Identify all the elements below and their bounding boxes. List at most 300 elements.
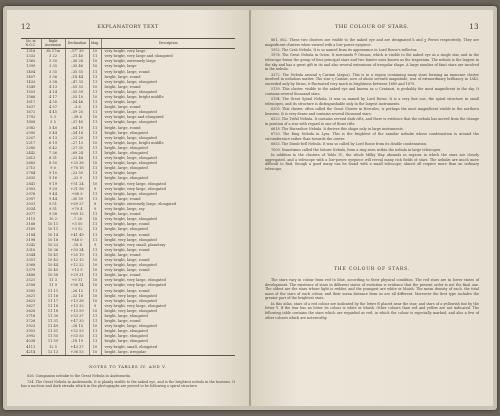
table-cell: 1332 xyxy=(26,54,36,59)
table-cell: very bright, large, round xyxy=(101,232,235,237)
table-cell: 10 xyxy=(89,324,101,329)
table-cell: 3 30 xyxy=(41,59,65,64)
table-cell: 11 xyxy=(89,329,101,334)
table-cell: 11 xyxy=(89,126,101,131)
table-cell: very bright, large, ray xyxy=(101,207,235,212)
table-cell: 4 17 xyxy=(41,95,65,100)
table-cell: 10 xyxy=(89,141,101,146)
table-cell: very bright, large xyxy=(101,64,235,69)
table-cell: +41 49 xyxy=(65,232,89,237)
table-cell: bright, large, round xyxy=(101,319,235,324)
table-cell: 3923 xyxy=(26,324,36,329)
table-cell: very bright, large, elongated xyxy=(101,136,235,141)
table-cell: –37° 35′ xyxy=(65,49,89,55)
table-cell: 10 xyxy=(89,85,101,90)
table-cell: +29 31 xyxy=(65,273,89,278)
table-cell: 11 xyxy=(89,192,101,197)
table-cell: 10 xyxy=(89,64,101,69)
table-cell: 3351 xyxy=(26,257,36,262)
table-cell: bright, large, round xyxy=(101,75,235,80)
table-cell: 10 23 xyxy=(41,243,65,248)
table-cell: 11 xyxy=(89,319,101,324)
table-cell: –37 40 xyxy=(65,120,89,125)
table-cell: +12 15 xyxy=(65,258,89,263)
table-cell: 4214 xyxy=(21,350,41,356)
table-cell: +46 0 xyxy=(65,238,89,243)
table-cell: 3521 xyxy=(26,278,36,283)
table-cell: –36 28 xyxy=(65,59,89,64)
body-paragraph: 6618. The Horseshoe Nebula. It derives this shape only in large instruments. xyxy=(271,127,404,132)
table-cell: 11 xyxy=(89,75,101,80)
table-cell: –64 19 xyxy=(65,126,89,131)
table-cell: 9 0 xyxy=(41,166,65,171)
table-cell: 3368 xyxy=(26,263,36,268)
table-cell: 10 xyxy=(89,263,101,268)
table-cell: very bright, large, elongated xyxy=(101,192,235,197)
table-cell: 11 xyxy=(89,131,101,136)
table-cell: 1407 xyxy=(26,74,36,79)
table-cell: very bright, large, bright middle xyxy=(101,95,235,100)
body-paragraph: In addition to the clusters of Table IV., the whole Milky Way abounds in regions in which the stars are closely aggregated, and a telescope with a low-power eyepiece will reveal many rich fields of stars. The nebulæ are much more difficult to find, though a good many can be found with a small telescope; almost all require more than an ordinary telescope. xyxy=(265,153,479,171)
table-cell: +36 53 xyxy=(65,350,89,356)
notes-title: NOTES TO TABLES IV. AND V. xyxy=(89,364,167,369)
body-paragraph: 6523. The Trifid Nebula. It contains several dark rifts, and there is evidence that the nebula has moved from the change in position of a star with regard to one of those rifts. xyxy=(265,117,479,126)
table-cell: bright, large, elongated xyxy=(101,227,235,232)
table-cell: 2683 xyxy=(26,161,36,166)
left-page xyxy=(7,10,249,406)
table-cell: +52 53 xyxy=(65,329,89,334)
table-cell: 11 xyxy=(89,232,101,237)
table-cell: bright, large, elongated xyxy=(101,131,235,136)
table-cell: 1404 xyxy=(26,69,36,74)
table-cell: 1316 xyxy=(26,49,36,54)
table-cell: 3623 xyxy=(26,298,36,303)
table-cell: 5 5 xyxy=(41,120,65,125)
table-cell: 10 41 xyxy=(41,253,65,258)
table-cell: 10 xyxy=(89,268,101,273)
table-cell: –18 8 xyxy=(65,243,89,248)
table-cell: –35 46 xyxy=(65,64,89,69)
table-cell: –23 59 xyxy=(65,171,89,176)
table-cell: 11 xyxy=(89,136,101,141)
table-cell: very bright, large, round xyxy=(101,248,235,253)
table-cell: bright, large, elongated xyxy=(101,166,235,171)
table-cell: 3198 xyxy=(26,237,36,242)
table-cell: 11 xyxy=(89,273,101,278)
table-cell: +51 24 xyxy=(65,182,89,187)
table-cell: 11 xyxy=(89,197,101,202)
table-cell: 11 xyxy=(89,151,101,156)
table-cell: 11 xyxy=(89,227,101,232)
table-cell: 2715 xyxy=(26,166,36,171)
table-cell: 11 xyxy=(89,339,101,344)
table-cell: 4111 xyxy=(26,344,36,349)
table-cell: 11 3 xyxy=(41,278,65,283)
column-header: Declination xyxy=(65,39,89,49)
body-paragraph: 5139. This cluster, visible to the naked eye and known as ω Centauri, is probably the most magnificent in the sky. It contains several thousand stars. xyxy=(265,87,479,96)
table-cell: 2442 xyxy=(26,151,36,156)
table-cell: 10 xyxy=(89,182,101,187)
table-cell: 1553 xyxy=(26,89,36,94)
table-cell: 5 40 xyxy=(41,126,65,131)
table-cell: bright, large, elongated xyxy=(101,146,235,151)
table-cell: 6 13 xyxy=(41,136,65,141)
table-cell: 4038 xyxy=(26,339,36,344)
table-cell: 9 xyxy=(89,187,101,192)
table-cell: –55 59 xyxy=(65,90,89,95)
table-cell: 11 xyxy=(89,222,101,227)
table-cell: +70 4 xyxy=(65,207,89,212)
table-cell: 8 31 xyxy=(41,156,65,161)
table-cell: bright, large, elongated xyxy=(101,329,235,334)
table-body xyxy=(21,49,235,355)
table-cell: 3310 xyxy=(26,247,36,252)
table-cell: bright, large, elongated xyxy=(101,151,235,156)
table-cell: 12 5 xyxy=(41,345,65,350)
table-cell: –26 12 xyxy=(65,289,89,294)
table-cell: 11 xyxy=(89,289,101,294)
table-cell: +13 59 xyxy=(65,309,89,314)
body-paragraph: 3372. The Nebula around η Carinæ (Argus). This is in a region containing many stars forming an immense cluster involved in nebulous matter. The star η Carinæ, now of about seventh magnitude, was of extraordinary brilliancy in 1843, exceeded only by Sirius; it fluctuated very much in brightness between 1680 and 1870. xyxy=(265,72,479,86)
left-running-title: EXPLANATORY TEXT xyxy=(97,24,159,30)
table-cell: 1808 xyxy=(26,120,36,125)
table-cell: very bright, large xyxy=(101,100,235,105)
table-cell: 11 16 xyxy=(41,294,65,299)
table-cell: –38 6 xyxy=(65,115,89,120)
table-cell: 1399 xyxy=(26,64,36,69)
table-cell: bright, very large, elongated xyxy=(101,238,235,243)
table-cell: 8 xyxy=(89,202,101,207)
table-cell: 1792 xyxy=(26,115,36,120)
table-cell: –54 46 xyxy=(65,100,89,105)
table-cell: 5 3 xyxy=(41,115,65,120)
table-cell: very bright, large, elongated xyxy=(101,120,235,125)
table-cell: 10 11 xyxy=(41,222,65,227)
book-spread xyxy=(3,6,497,410)
table-cell: 11 11 xyxy=(41,289,65,294)
table-cell: +21 56 xyxy=(65,187,89,192)
table-cell: 9 xyxy=(89,304,101,309)
body-paragraph: 1952. The Crab Nebula. It is so named from its appearance in Lord Rosse's reflector. xyxy=(271,47,418,52)
table-cell: 11 xyxy=(89,54,101,59)
table-cell: 7 36 xyxy=(41,151,65,156)
table-cell: 1672 xyxy=(26,110,36,115)
body-paragraph: The stars vary in colour from red to blue, according to their physical condition. The red stars are in lower states of development. The existence of stars in different states of evolution is evidence that the present order is not the final one. The oldest are the stars whose light is redder, and the youngest are white or bluish. The mean density of each, the total mass of the stars of each colour, and their mean distance from us are all different. Moreover the first type includes the greater part of the brightest stars. xyxy=(265,278,479,301)
table-cell: +53 34 xyxy=(65,248,89,253)
table-cell: 2280 xyxy=(26,145,36,150)
table-cell: very bright, very small, planetary xyxy=(101,243,235,248)
table-cell: 2903 xyxy=(26,186,36,191)
table-cell: bright, large, round xyxy=(101,212,235,217)
table-cell: 11 xyxy=(89,156,101,161)
table-cell: 1433 xyxy=(26,79,36,84)
table-cell: 2082 xyxy=(26,125,36,130)
table-cell: very bright, large, elongated xyxy=(101,217,235,222)
table-cell: 3556 xyxy=(26,283,36,288)
table-cell: 10 xyxy=(89,345,101,350)
table-cell: 2976 xyxy=(26,191,36,196)
table-cell: 3 35 xyxy=(41,64,65,69)
table-cell: very bright, large and elongated xyxy=(101,115,235,120)
table-cell: bright, large, round xyxy=(101,253,235,258)
table-cell: –28 15 xyxy=(65,324,89,329)
table-cell: 9 29 xyxy=(41,187,65,192)
table-cell: very bright, large, round xyxy=(101,289,235,294)
table-cell: 10 44 xyxy=(41,263,65,268)
table-cell: very bright, extremely large xyxy=(101,59,235,64)
table-cell: 9 10 xyxy=(41,171,65,176)
table-cell: –18 19 xyxy=(65,339,89,344)
table-cell: very bright, very large and elongated xyxy=(101,54,235,59)
right-page-number: 13 xyxy=(469,23,479,31)
table-cell: bright, large, round xyxy=(101,85,235,90)
table-cell: very bright, large, elongated xyxy=(101,110,235,115)
table-cell: 2207 xyxy=(26,135,36,140)
table-cell: 10 58 xyxy=(41,273,65,278)
section-body-text xyxy=(265,278,479,321)
table-cell: 11 18 xyxy=(41,304,65,309)
table-cell: bright, large, elongated xyxy=(101,314,235,319)
table-cell: +53 55 xyxy=(65,334,89,339)
table-cell: 3992 xyxy=(26,334,36,339)
note-paragraph: 734. The Great Nebula in Andromeda. It is plainly visible to the naked eye, and is the brightest nebula in the heavens. It has a nucleus and dark streaks which in the photographs are proved to be following a spiral structure. xyxy=(21,379,235,389)
table-row xyxy=(21,350,235,356)
table-cell: 3184 xyxy=(26,232,36,237)
table-cell: 11 9 xyxy=(41,283,65,288)
notes-block xyxy=(21,374,235,390)
table-cell: very bright, large, bright middle xyxy=(101,141,235,146)
table-cell: very bright, large, round xyxy=(101,222,235,227)
right-running-title: THE COLOUR OF STARS. xyxy=(335,24,409,30)
table-cell: 10 16 xyxy=(41,238,65,243)
table-cell: 10 xyxy=(89,217,101,222)
table-cell: –34 16 xyxy=(65,131,89,136)
table-cell: 3621 xyxy=(26,293,36,298)
table-cell: –22 48 xyxy=(65,156,89,161)
table-cell: 11 xyxy=(89,314,101,319)
table-cell: 9 51 xyxy=(41,202,65,207)
table-cell: 11 51 xyxy=(41,329,65,334)
table-cell: 9 19 xyxy=(41,182,65,187)
table-cell: –59 25 xyxy=(65,110,89,115)
table-cell: bright, large, elongated xyxy=(101,334,235,339)
body-paragraph: 6205. This cluster, often called the Great Cluster in Hercules, is perhaps the most magnificent visible in the northern heavens. It is very dense and contains several thousand stars. xyxy=(265,107,479,116)
table-cell: very bright, extremely large, elongated xyxy=(101,202,235,207)
table-cell: 2090 xyxy=(26,130,36,135)
table-cell: 11 xyxy=(89,80,101,85)
table-cell: very bright, large, elongated xyxy=(101,90,235,95)
table-cell: 3h 17m xyxy=(41,49,65,55)
table-cell: –35 55 xyxy=(65,69,89,74)
table-cell: 9 44 xyxy=(41,192,65,197)
table-cell: very bright, large, elongated xyxy=(101,80,235,85)
table-cell: 11 59 xyxy=(41,339,65,344)
table-cell: 10 xyxy=(89,95,101,100)
table-cell: 9 xyxy=(89,243,101,248)
table-cell: very bright, large, round xyxy=(101,268,235,273)
table-cell: 3169 xyxy=(26,227,36,232)
table-cell: very bright, very large, elongated xyxy=(101,187,235,192)
table-cell: 11 xyxy=(89,69,101,74)
table-cell: 11 xyxy=(89,334,101,339)
left-running-head xyxy=(21,24,235,32)
table-cell: 3031 xyxy=(26,201,36,206)
table-cell: 12 13 xyxy=(41,350,65,356)
table-cell: bright, large, round xyxy=(101,273,235,278)
table-cell: 3486 xyxy=(26,273,36,278)
table-cell: 10 xyxy=(89,49,101,55)
table-cell: 9 xyxy=(89,207,101,212)
nebula-cluster-table xyxy=(21,38,235,356)
body-paragraph: 1976. The Great Nebula in Orion. It surrounds θ Orionis, which is visible to the naked eye as a single star, and in the telescope forms the group of four principal stars and two fainter ones known as the trapezium. The nebula is the largest in the sky and has a great gift in its and also several extensions of irregular shape. A large number of faint stars are involved in the nebula. xyxy=(265,53,479,72)
table-cell: 1549 xyxy=(26,84,36,89)
table-cell: –27 35 xyxy=(65,146,89,151)
table-cell: 11 xyxy=(89,238,101,243)
table-cell: 1637 xyxy=(26,105,36,110)
table-cell: 9 44 xyxy=(41,197,65,202)
body-paragraph: 6853. The Dumb-bell Nebula. It was so called by Lord Rosse from its double condensation. xyxy=(271,142,428,147)
table-cell: bright, large, round xyxy=(101,126,235,131)
table-cell: +47 35 xyxy=(65,319,89,324)
table-cell: 10 xyxy=(89,294,101,299)
table-cell: +69 27 xyxy=(65,202,89,207)
table-cell: very bright, large, elongated xyxy=(101,156,235,161)
table-cell: –32 16 xyxy=(65,294,89,299)
table-cell: bright, very large, elongated xyxy=(101,294,235,299)
table-cell: +33 38 xyxy=(65,161,89,166)
table-cell: 5 44 xyxy=(41,131,65,136)
table-cell: 3718 xyxy=(26,314,36,319)
table-cell: –47 33 xyxy=(65,80,89,85)
table-cell: 3077 xyxy=(26,212,36,217)
table-cell: –18 44 xyxy=(65,75,89,80)
table-cell: 10 xyxy=(89,299,101,304)
table-cell: 10 xyxy=(89,59,101,64)
table-cell: very bright, large, round xyxy=(101,69,235,74)
body-paragraph: In this atlas, stars of a red colour are indicated by the letter R placed near the star; and stars of a yellowish tint by the letter Y. If the star has no letter its colour is white or bluish. Other colours than red and yellow are not indicated. The following table contains the stars which are regarded as red, in which the colour is especially marked, and also a few of other colours which are noteworthy. xyxy=(265,301,479,320)
table-cell: +69 12 xyxy=(65,212,89,217)
table-cell: –3 6 xyxy=(65,105,89,110)
table-cell: bright, large, round xyxy=(101,105,235,110)
note-paragraph: 626. Companion nebulæ to the Great Nebula in Andromeda. xyxy=(27,374,131,378)
table-cell: 6 42 xyxy=(41,146,65,151)
table-cell: 4 14 xyxy=(41,90,65,95)
table-cell: very bright, very large xyxy=(101,49,235,55)
table-cell: +43 37 xyxy=(65,345,89,350)
body-paragraph: 861, 862. These two clusters are visible to the naked eye and are designated h and χ Persei respectively. They are magnificent clusters when viewed with a low-power eyepiece. xyxy=(265,38,479,47)
table-cell: 2841 xyxy=(26,181,36,186)
table-cell: 11 xyxy=(89,171,101,176)
table-cell: 3 36 xyxy=(41,75,65,80)
table-cell: bright, large, irregular xyxy=(101,350,235,356)
table-cell: 3 38 xyxy=(41,80,65,85)
table-cell: 9 58 xyxy=(41,212,65,217)
table-cell: 1566 xyxy=(26,94,36,99)
table-cell: bright, large, elongated xyxy=(101,339,235,344)
table-cell: 11 xyxy=(89,100,101,105)
table-cell: 11 xyxy=(89,166,101,171)
table-cell: –27 13 xyxy=(65,141,89,146)
table-cell: –30 59 xyxy=(65,197,89,202)
table-cell: very bright, large, elongated xyxy=(101,324,235,329)
table-cell: –69 24 xyxy=(65,151,89,156)
table-cell: 1365 xyxy=(26,59,36,64)
table-cell: 2784 xyxy=(26,171,36,176)
table-cell: very bright, very large, elongated xyxy=(101,182,235,187)
table-cell: 4 30 xyxy=(41,100,65,105)
column-header: Mag. xyxy=(89,39,101,49)
table-cell: 3115 xyxy=(26,217,36,222)
column-header: No. in N.G.C. xyxy=(21,39,41,49)
table-cell: 10 14 xyxy=(41,232,65,237)
table-cell: 3953 xyxy=(26,329,36,334)
table-cell: –22 9 xyxy=(65,176,89,181)
table-cell: +25 19 xyxy=(65,253,89,258)
table-cell: 3344 xyxy=(26,252,36,257)
table-cell: +53 37 xyxy=(65,314,89,319)
table-cell: 11 17 xyxy=(41,299,65,304)
table-cell: 4 37 xyxy=(41,105,65,110)
table-cell: +68 9 xyxy=(65,192,89,197)
table-cell: 11 55 xyxy=(41,334,65,339)
table-cell: +56 14 xyxy=(65,283,89,288)
column-header: Right Ascension xyxy=(41,39,65,49)
table-cell: 11 30 xyxy=(41,314,65,319)
right-running-head xyxy=(265,24,479,32)
table-cell: 6 19 xyxy=(41,141,65,146)
table-cell: +13 32 xyxy=(65,304,89,309)
table-cell: 2217 xyxy=(26,140,36,145)
table-cell: very bright, large, round xyxy=(101,258,235,263)
table-cell: +13 38 xyxy=(65,299,89,304)
table-cell: 11 18 xyxy=(41,309,65,314)
table-cell: 9 51 xyxy=(41,207,65,212)
body-paragraph: 6720. The Ring Nebula in Lyra. This is the brightest of the annular nebulæ whose condensation is around the circumference rather than towards the centre. xyxy=(265,132,479,142)
table-cell: 11 xyxy=(89,176,101,181)
table-cell: very bright, large, elongated xyxy=(101,263,235,268)
table-cell: 3379 xyxy=(26,268,36,273)
table-cell: 10 xyxy=(89,283,101,288)
table-header-row xyxy=(21,39,235,49)
table-cell: 10 42 xyxy=(41,258,65,263)
table-cell: bright, large, round xyxy=(101,197,235,202)
table-cell: 4 13 xyxy=(41,85,65,90)
table-cell: 9 16 xyxy=(41,176,65,181)
table-cell: 10 xyxy=(89,309,101,314)
table-cell: 4 45 xyxy=(41,110,65,115)
table-cell: 3242 xyxy=(26,242,36,247)
table-cell: –55 53 xyxy=(65,85,89,90)
right-body-text xyxy=(265,38,479,172)
table-cell: 10 xyxy=(89,258,101,263)
table-cell: 3034 xyxy=(26,207,36,212)
table-cell: +12 22 xyxy=(65,263,89,268)
table-cell: 10 xyxy=(89,115,101,120)
table-cell: 3 22 xyxy=(41,54,65,59)
table-cell: +0 31 xyxy=(65,278,89,283)
table-cell: 3726 xyxy=(26,319,36,324)
table-cell: 1617 xyxy=(26,100,36,105)
table-cell: 11 49 xyxy=(41,324,65,329)
table-cell: 3628 xyxy=(26,308,36,313)
table-cell: very bright, very large, elongated xyxy=(101,278,235,283)
table-cell: +3 50 xyxy=(65,222,89,227)
table-cell: 3166 xyxy=(26,222,36,227)
table-cell: very bright, very large, elongated xyxy=(101,304,235,309)
table-cell: very bright, large, elongated xyxy=(101,299,235,304)
table-cell: 10 11 xyxy=(41,227,65,232)
table-cell: +78 18 xyxy=(65,166,89,171)
